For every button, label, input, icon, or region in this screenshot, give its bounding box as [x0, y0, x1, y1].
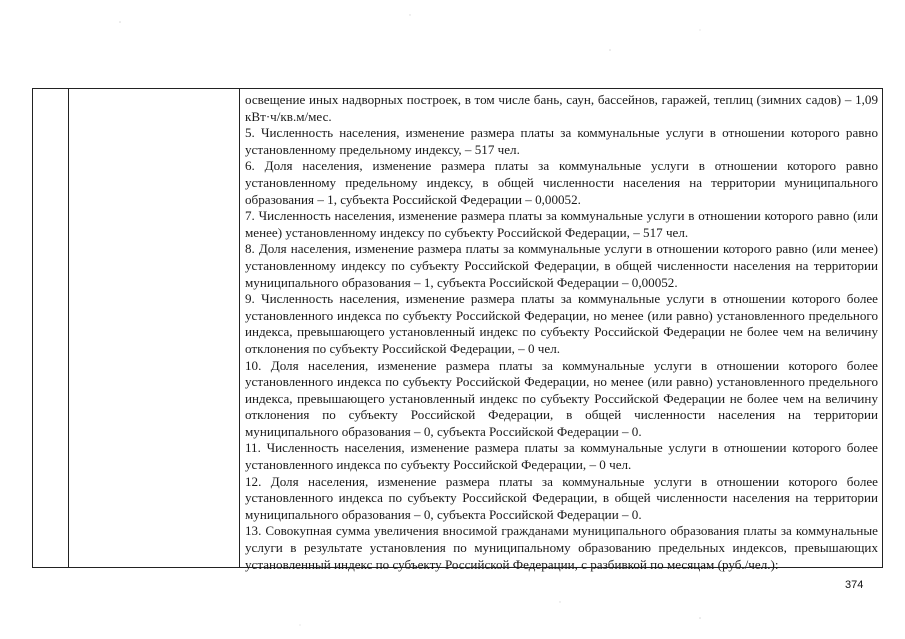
table-text-cell — [245, 92, 878, 573]
column-divider-2 — [239, 89, 240, 567]
paragraph-item-13: 13. Совокупная сумма увеличения вносимой гражданами муниципального образования платы за коммунальные услуги в результате установления по муниципальному образованию предельных индексов, превышающих установленный индекс по субъекту Российской Федерации, с разбивкой по месяцам (руб./чел.): — [245, 523, 878, 572]
paragraph-item-7: 7. Численность населения, изменение размера платы за коммунальные услуги в отношении которого равно (или менее) установленному индексу по субъекту Российской Федерации, – 517 чел. — [245, 208, 878, 240]
paragraph-continuation: освещение иных надворных построек, в том числе бань, саун, бассейнов, гаражей, теплиц (зимних садов) – 1,09 кВт·ч/кв.м/мес. — [245, 92, 878, 124]
paragraph-item-12: 12. Доля населения, изменение размера платы за коммунальные услуги в отношении которого более установленного индекса по субъекту Российской Федерации, в общей численности населения на территории муниципального образования – 0, субъекта Российской Федерации – 0. — [245, 473, 878, 522]
paragraph-item-5: 5. Численность населения, изменение размера платы за коммунальные услуги в отношении которого равно установленному предельному индексу, – 517 чел. — [245, 125, 878, 157]
column-divider-1 — [68, 89, 69, 567]
paragraph-item-10: 10. Доля населения, изменение размера платы за коммунальные услуги в отношении которого более установленного индекса по субъекту Российской Федерации, но менее (или равно) установленного предельного индекса, превышающего установленный индекс по субъекту Российской Федерации не более чем на величину отклонения по субъекту Российской Федерации, в общей численности населения на территории муниципального образования – 0, субъекта Российской Федерации – 0. — [245, 357, 878, 439]
page-number: 374 — [845, 579, 864, 591]
paragraph-item-8: 8. Доля населения, изменение размера платы за коммунальные услуги в отношении которого равно (или менее) установленному индексу по субъекту Российской Федерации, в общей численности населения на территории муниципального образования – 1, субъекта Российской Федерации – 0,00052. — [245, 241, 878, 290]
paragraph-item-11: 11. Численность населения, изменение размера платы за коммунальные услуги в отношении которого более установленного индекса по субъекту Российской Федерации, – 0 чел. — [245, 440, 878, 473]
document-table — [32, 88, 883, 572]
paragraph-item-9: 9. Численность населения, изменение размера платы за коммунальные услуги в отношении которого более установленного индекса по субъекту Российской Федерации, но менее (или равно) установленного предельного индекса, превышающего установленный индекс по субъекту Российской Федерации не более чем на величину отклонения по субъекту Российской Федерации, – 0 чел. — [245, 291, 878, 356]
paragraph-item-6: 6. Доля населения, изменение размера платы за коммунальные услуги в отношении которого равно установленному предельному индексу, в общей численности населения на территории муниципального образования – 1, субъекта Российской Федерации – 0,00052. — [245, 158, 878, 207]
